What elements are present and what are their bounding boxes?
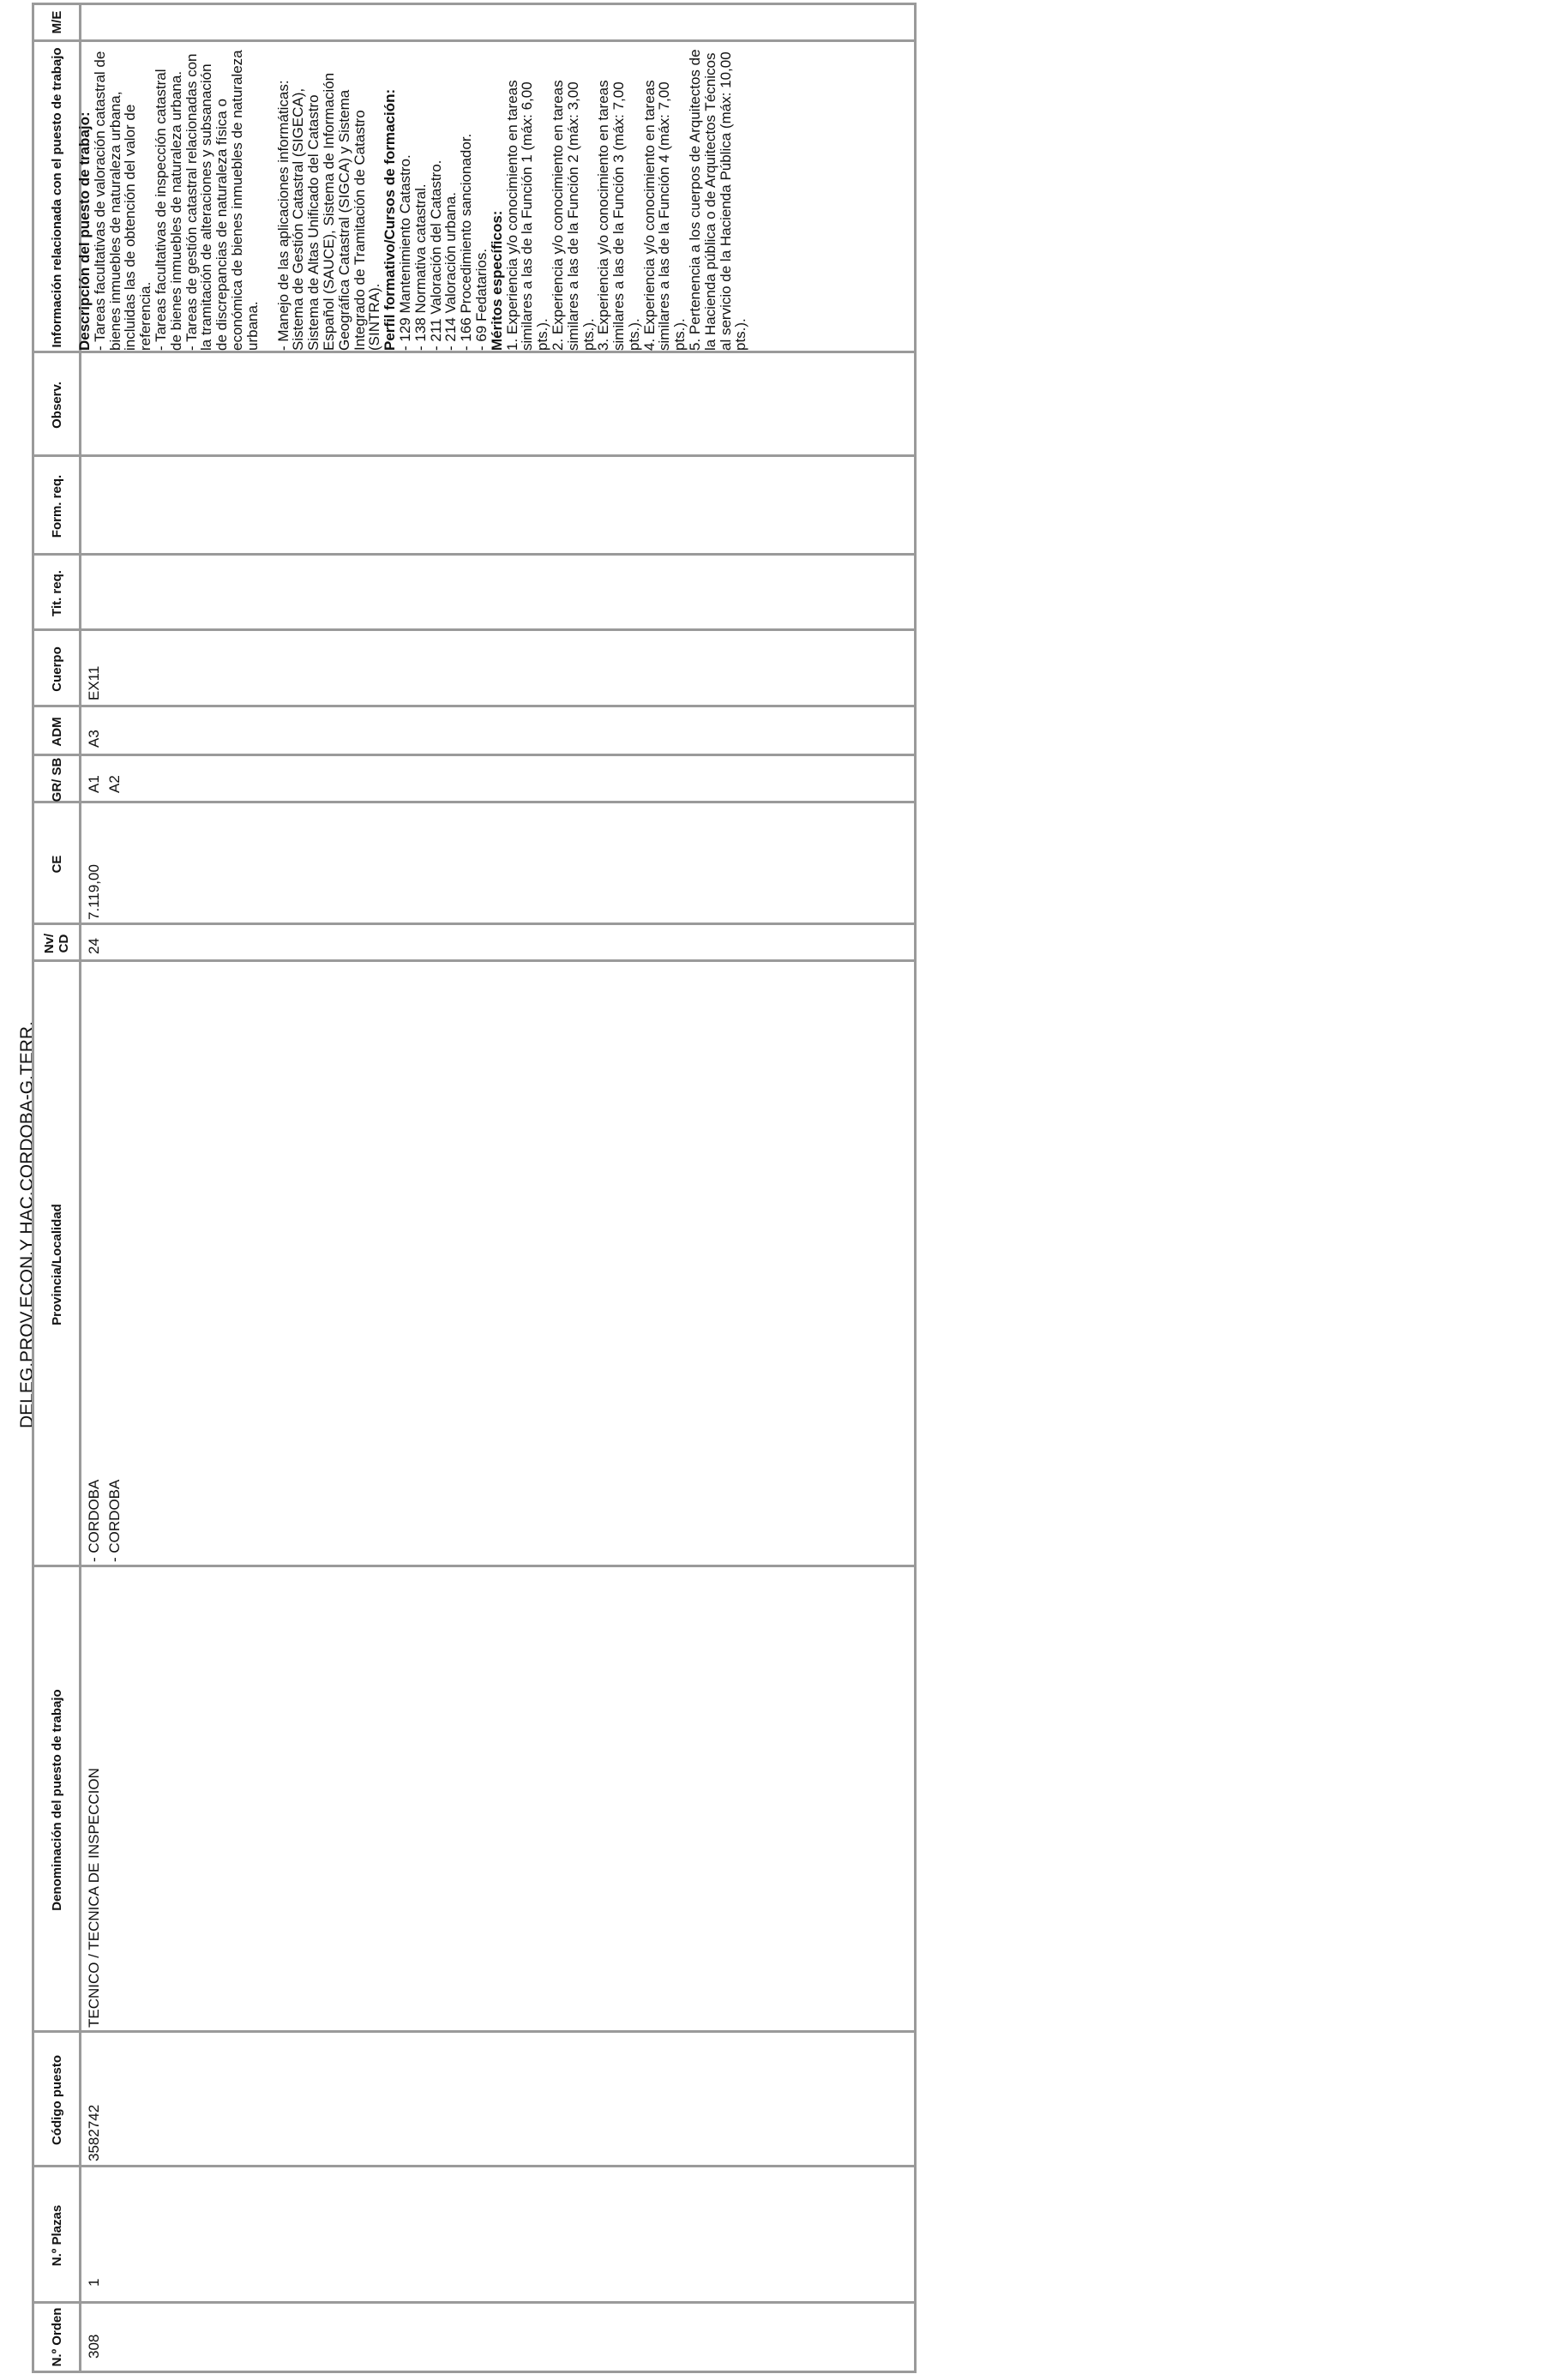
descripcion-spacer bbox=[261, 49, 276, 351]
col-divider bbox=[34, 959, 914, 962]
descripcion-line: - Tareas facultativas de inspección catastral de bienes inmuebles de naturaleza urbana. bbox=[152, 69, 184, 351]
cell-nivel: 24 bbox=[86, 938, 102, 954]
col-divider bbox=[34, 39, 914, 42]
cell-ce: 7.119,00 bbox=[86, 864, 102, 920]
perfil-item: - 214 Valoración urbana. bbox=[442, 192, 460, 351]
cell-cuerpo: EX11 bbox=[86, 665, 102, 700]
perfil-item: - 138 Normativa catastral. bbox=[412, 183, 429, 351]
header-codigo: Código puesto bbox=[49, 2055, 64, 2145]
perfil-item: - 166 Procedimiento sancionador. bbox=[458, 133, 475, 351]
col-divider bbox=[34, 801, 914, 803]
job-table bbox=[32, 3, 917, 2373]
perfil-item: - 69 Fedatarios. bbox=[472, 248, 490, 351]
descripcion-line: - Tareas de gestión catastral relacionadas con la tramitación de alteraciones y subsanación de discrepancias de naturaleza física o económica de bienes inmuebles de naturaleza urbana. bbox=[183, 50, 261, 351]
perfil-heading: Perfil formativo/Cursos de formación: bbox=[382, 88, 399, 351]
header-observ: Observ. bbox=[49, 382, 64, 429]
document-title: DELEG.PROV.ECON.Y HAC.CORDOBA-G.TERR. bbox=[17, 1021, 37, 1428]
meritos-heading: Méritos específicos: bbox=[488, 210, 505, 351]
header-adm: ADM bbox=[49, 717, 64, 747]
header-titulacion: Tit. req. bbox=[49, 570, 64, 616]
header-divider bbox=[79, 5, 81, 2371]
col-divider bbox=[34, 553, 914, 556]
info-block bbox=[77, 49, 748, 351]
cell-provincia-1: - CORDOBA bbox=[86, 1479, 102, 1562]
col-divider bbox=[34, 754, 914, 756]
merito-item: 3. Experiencia y/o conocimiento en tareas similares a las de la Función 3 (máx: 7,00 pts.). bbox=[595, 80, 642, 351]
header-grupo: GR/ SB bbox=[49, 757, 64, 802]
col-divider bbox=[34, 923, 914, 925]
col-divider bbox=[34, 2301, 914, 2304]
header-plazas: N.º Plazas bbox=[49, 2204, 64, 2267]
cell-grupo-1: A1 bbox=[86, 775, 102, 793]
merito-item: 4. Experiencia y/o conocimiento en tareas similares a las de la Función 4 (máx: 7,00 pts.). bbox=[640, 80, 688, 351]
merito-item: 5. Pertenencia a los cuerpos de Arquitectos de la Hacienda pública o de Arquitectos Técnicos al servicio de la Hacienda Pública (máx: 10,00 pts.). bbox=[687, 49, 749, 351]
header-informacion: Información relacionada con el puesto de trabajo bbox=[49, 47, 64, 348]
col-divider bbox=[34, 1565, 914, 1567]
cell-provincia-2: - CORDOBA bbox=[106, 1479, 123, 1562]
descripcion-line: - Tareas facultativas de valoración catastral de bienes inmuebles de naturaleza urbana, incluidas las de obtención del valor de referencia. bbox=[91, 51, 154, 351]
header-me: M/E bbox=[49, 10, 64, 34]
perfil-item: - 129 Mantenimiento Catastro. bbox=[396, 154, 413, 351]
perfil-item: - 211 Valoración del Catastro. bbox=[427, 159, 444, 351]
merito-item: 1. Experiencia y/o conocimiento en tareas similares a las de la Función 1 (máx: 6,00 pts.). bbox=[503, 80, 551, 351]
cell-plazas: 1 bbox=[86, 2278, 102, 2287]
col-divider bbox=[34, 628, 914, 631]
cell-grupo-2: A2 bbox=[106, 775, 123, 793]
header-nivel: Nv/ CD bbox=[42, 933, 71, 954]
header-cuerpo: Cuerpo bbox=[49, 646, 64, 692]
cell-codigo: 3582742 bbox=[86, 2104, 102, 2161]
cell-denominacion: TECNICO / TECNICA DE INSPECCION bbox=[86, 1768, 102, 2028]
col-divider bbox=[34, 705, 914, 707]
header-denominacion: Denominación del puesto de trabajo bbox=[49, 1689, 64, 1911]
cell-adm: A3 bbox=[86, 730, 102, 748]
merito-item: 2. Experiencia y/o conocimiento en tareas similares a las de la Función 2 (máx: 3,00 pts.). bbox=[549, 80, 597, 351]
header-formacion: Form. req. bbox=[49, 474, 64, 538]
descripcion-heading: Descripción del puesto de trabajo: bbox=[76, 111, 93, 351]
col-divider bbox=[34, 351, 914, 353]
header-ce: CE bbox=[49, 855, 64, 874]
col-divider bbox=[34, 454, 914, 457]
cell-orden: 308 bbox=[86, 2334, 102, 2359]
descripcion-line: - Manejo de las aplicaciones informáticas: Sistema de Gestión Catastral (SIGECA), Sistema de Altas Unificado del Catastro Español (SAUCE), Sistema de Información Geográfica Catastral (SIGCA) y Sistema Integrado de Tramitación de Catastro (SINTRA). bbox=[274, 72, 383, 351]
header-orden: N.º Orden bbox=[49, 2307, 64, 2367]
col-divider bbox=[34, 2030, 914, 2033]
col-divider bbox=[34, 2165, 914, 2167]
header-provincia: Provincia/Localidad bbox=[49, 1204, 64, 1325]
